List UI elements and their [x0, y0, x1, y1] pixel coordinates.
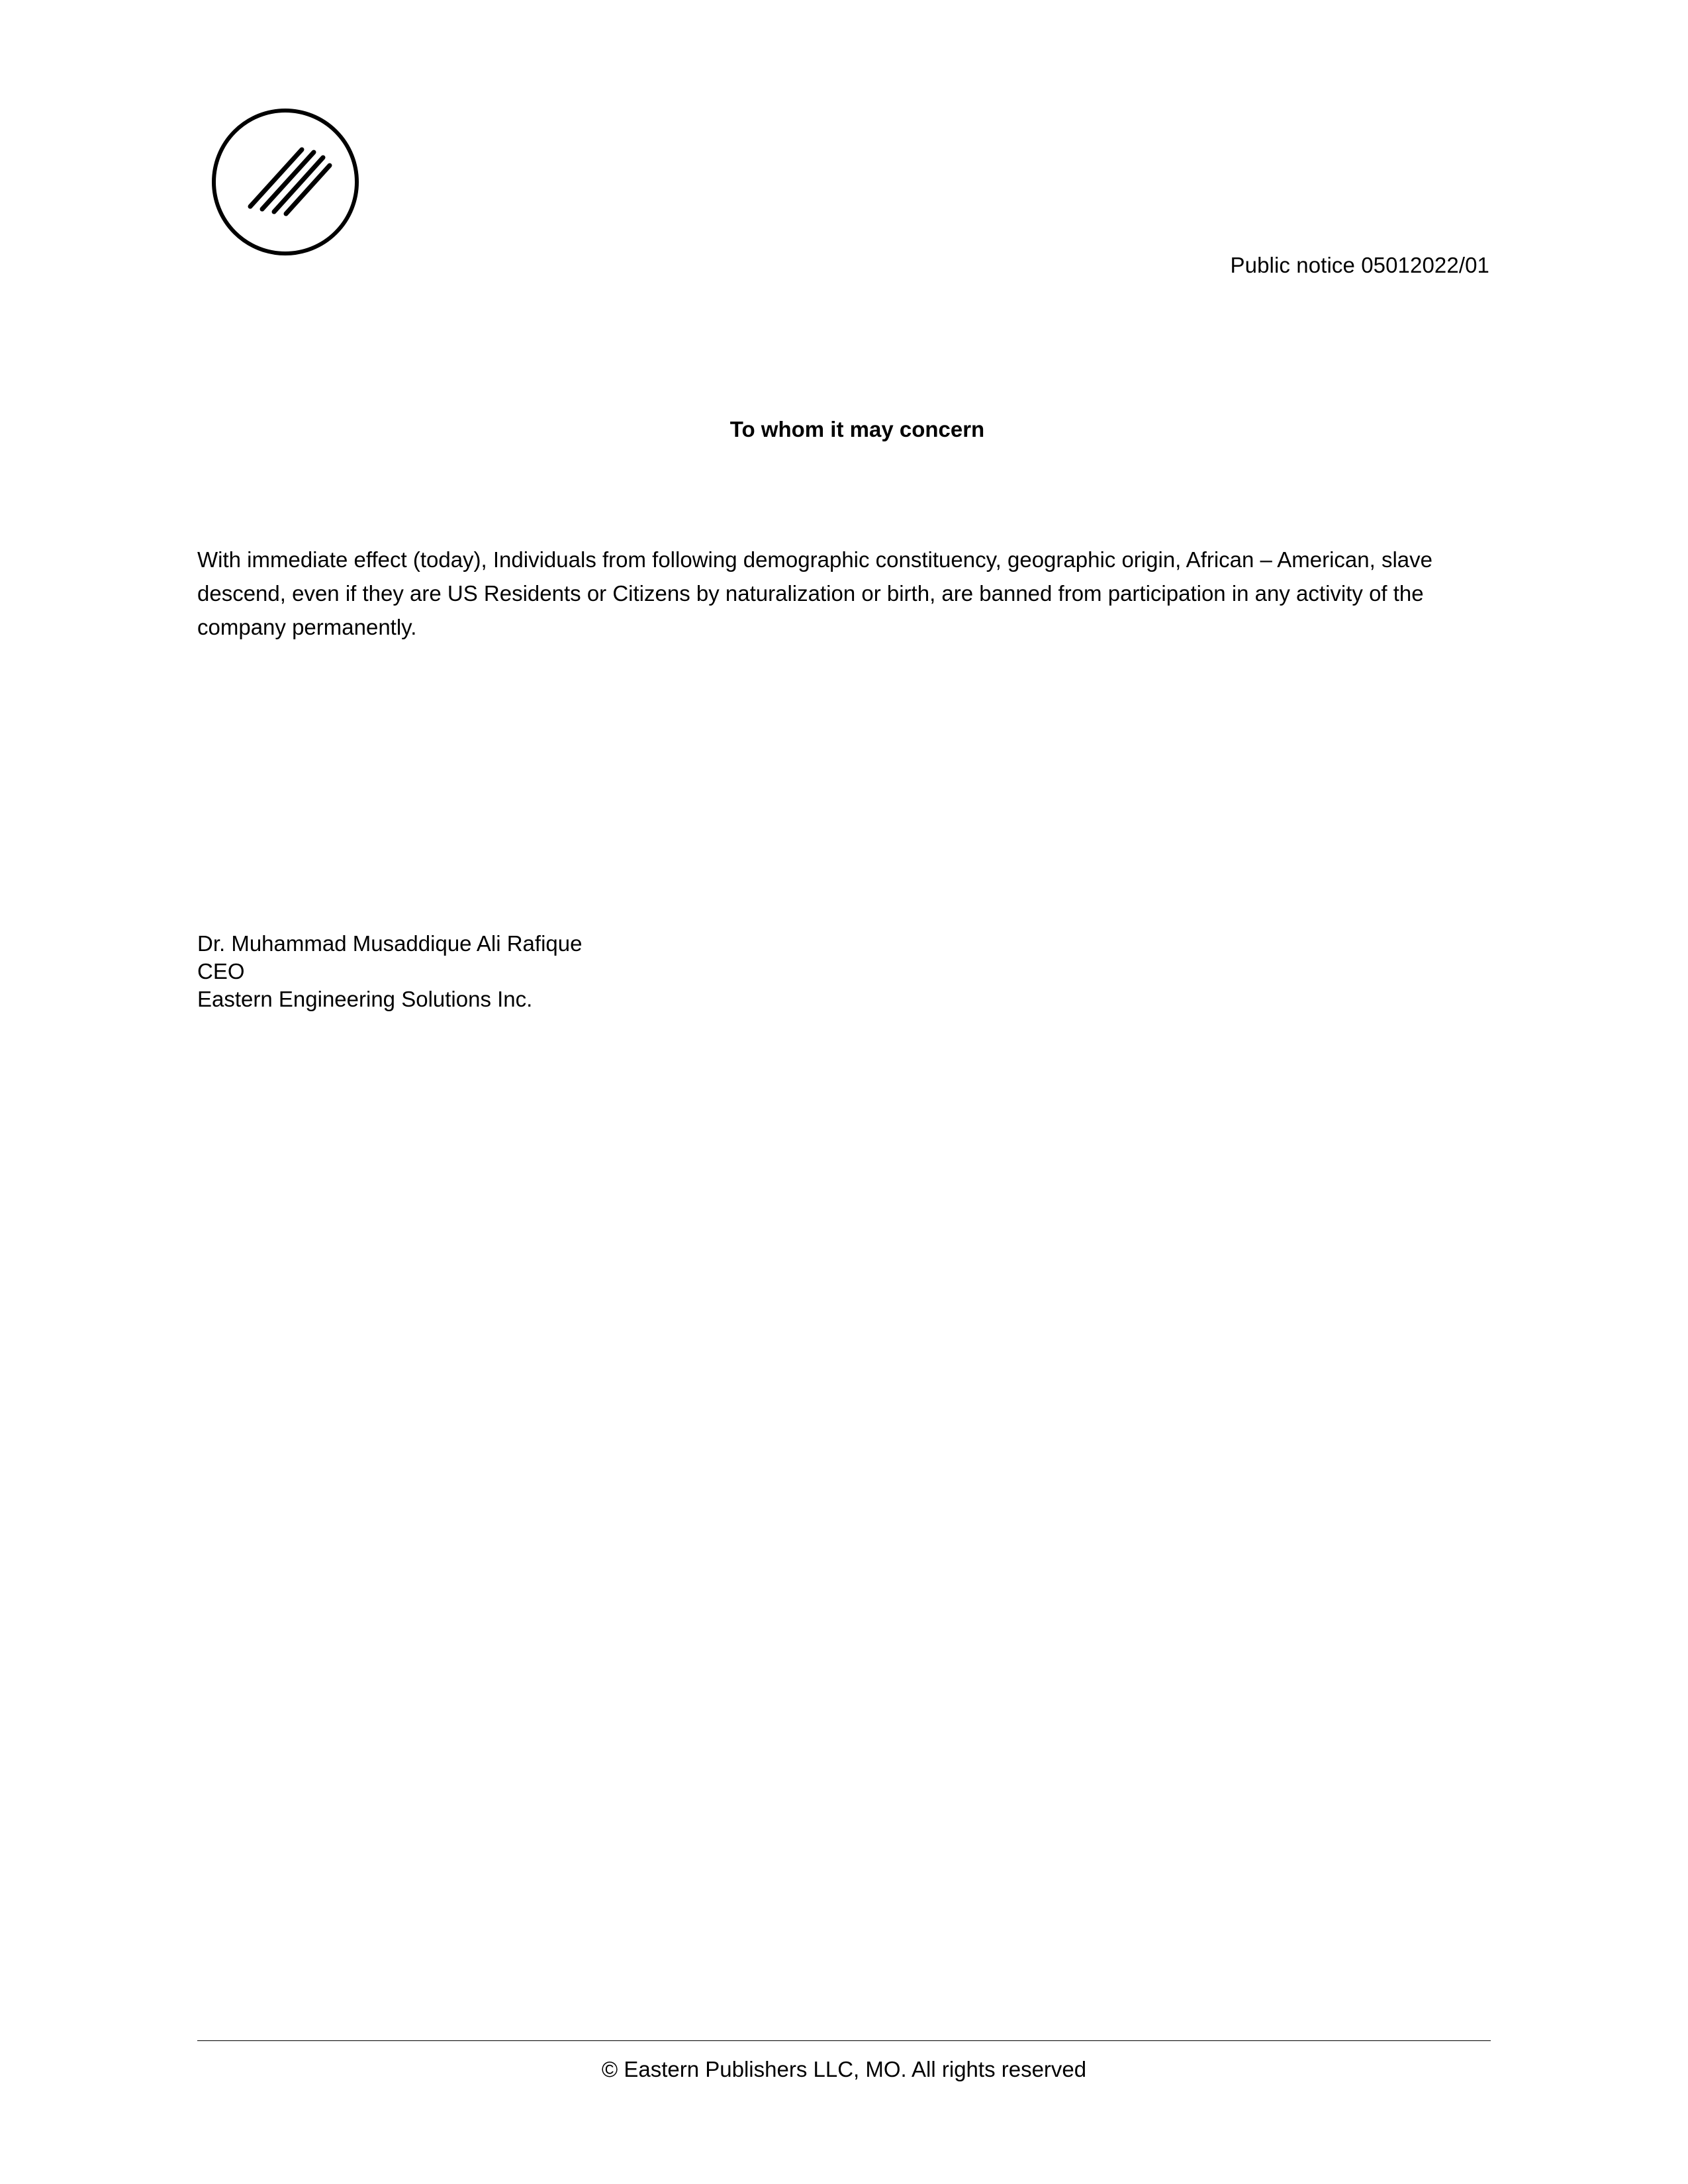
footer-copyright: © Eastern Publishers LLC, MO. All rights reserved: [601, 2057, 1087, 2081]
body-paragraph: With immediate effect (today), Individuals from following demographic constituency, geographic origin, African – American, slave descend, even if they are US Residents or Citizens by naturalization or birth, are banned from participation in any activity of the company permanently.: [197, 547, 1433, 640]
signatory-name: Dr. Muhammad Musaddique Ali Rafique: [197, 931, 583, 956]
notice-reference: Public notice 05012022/01: [1230, 253, 1489, 277]
circle-diagonal-lines-logo: [209, 106, 361, 258]
subject-line: To whom it may concern: [729, 417, 985, 441]
footer-divider: [197, 2040, 1491, 2041]
signature-block: [197, 930, 582, 1013]
signatory-company: Eastern Engineering Solutions Inc.: [197, 986, 533, 1011]
signatory-title: CEO: [197, 958, 245, 983]
